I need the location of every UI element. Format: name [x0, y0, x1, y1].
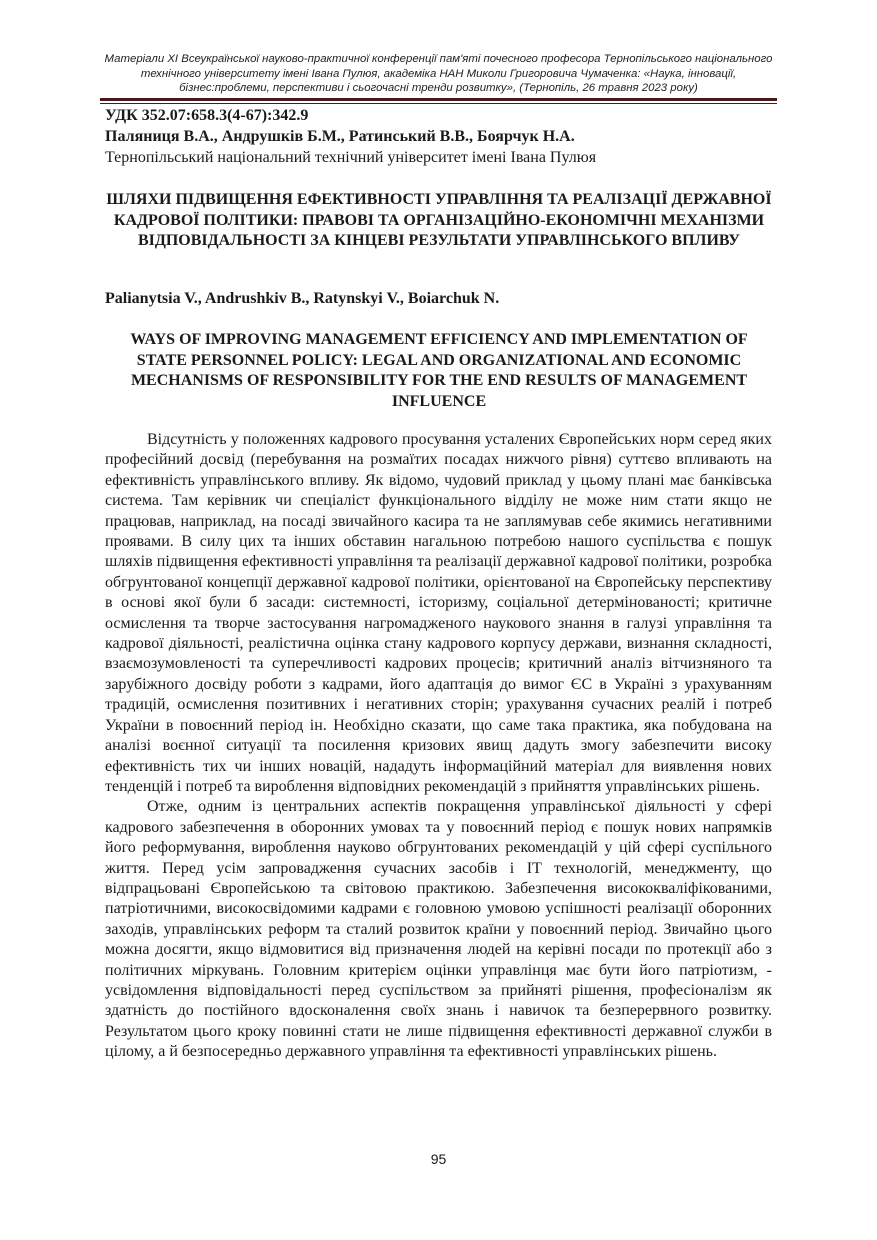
conference-header: Матеріали XI Всеукраїнської науково-практичної конференції пам'яті почесного професора Тернопільського національного технічного університету імені Івана Пулюя, академіка НАН Миколи Григоровича Чумаченка: «Наука, інновації, бізнес:проблеми, перспективи і сьогочасні тренди розвитку», (Тернопіль, 26 травня 2023 року)	[104, 53, 773, 94]
page-number: 95	[430, 1151, 447, 1167]
header-rule-thick	[100, 98, 777, 101]
authors-english: Palianytsia V., Andrushkiv B., Ratynskyi V., Boiarchuk N.	[105, 290, 500, 307]
body-paragraph-2: Отже, одним із центральних аспектів покращення управлінської діяльності у сфері кадрового забезпечення в оборонних умовах та у повоєнний період є пошук нових напрямків його реформування, вироблення науково обгрунтованих рекомендацій у цій сфері суспільного життя. Перед усім запровадження сучасних засобів і IT технологій, менеджменту, що відпрацьовані Європейською та світовою практикою. Забезпечення висококваліфікованими, патріотичними, високосвідомими кадрами є головною умовою успішності реалізації оборонних заходів, управлінських реформ та сталий розвиток країни у повоєнний період. Звичайно цього можна досягти, якщо відмовитися від призначення людей на керівні посади по протекції або з політичних міркувань. Головним критерієм оцінки управлінця має бути його патріотизм, - усвідомлення відповідальності перед суспільством за прийняті рішення, професіоналізм як здатність до постійного вдосконалення своїх знань і навичок та безперервного розвитку. Результатом цього кроку повинні стати не лише підвищення ефективності державної служби в цілому, а й безпосередньо державного управління та ефективності управлінських рішень.	[105, 798, 772, 1061]
article-body	[105, 430, 772, 1063]
header-rule-thin	[100, 103, 777, 104]
authors-ukrainian: Паляниця В.А., Андрушків Б.М., Ратинський В.В., Боярчук Н.А.	[105, 128, 575, 145]
institution: Тернопільський національний технічний університет імені Івана Пулюя	[105, 149, 597, 166]
body-paragraph-1: Відсутність у положеннях кадрового просування усталених Європейських норм серед яких професійний досвід (перебування на розмаїтих посадах нижчого рівня) суттєво впливають на ефективність управлінського впливу. Як відомо, чудовий приклад у цьому плані має банківська система. Там керівник чи спеціаліст функціонального відділу не може ним стати якщо не працював, наприклад, на посаді звичайного касира та не заплямував себе якимись негативними проявами. В силу цих та інших обставин нагальною потребою нашого суспільства є пошук шляхів підвищення ефективності управління та реалізації державної кадрової політики, розробка обгрунтованої концепції державної кадрової політики, орієнтованої на Європейську перспективу в основі якої були б засади: системності, історизму, соціальної детермінованості; критичне осмислення та творче застосування нагромадженого наукового знання в галузі управління та кадрової діяльності, реалістична оцінка стану кадрового корпусу держави, визнання складності, взаємозумовленості та суперечливості кадрових процесів; критичний аналіз вітчизняного та зарубіжного досвіду роботи з кадрами, його адаптація до вимог ЄС в Україні з урахуванням традицій, осмислення позитивних і негативних сторін; урахування сучасних реалій і потреб України в повоєнний період ін. Необхідно сказати, що саме така практика, яка побудована на аналізі воєнної ситуації та посилення кризових явищ дадуть змогу забезпечити високу ефективність тих чи інших новацій, нададуть інформаційний матеріал для виявлення нових тенденцій і потреб та вироблення відповідних рекомендацій з прийняття управлінських рішень.	[105, 431, 772, 795]
title-english: WAYS OF IMPROVING MANAGEMENT EFFICIENCY AND IMPLEMENTATION OF STATE PERSONNEL POLICY: LEGAL AND ORGANIZATIONAL AND ECONOMIC MECHANISMS OF RESPONSIBILITY FOR THE END RESULTS OF MANAGEMENT INFLUENCE	[130, 331, 748, 410]
title-ukrainian: ШЛЯХИ ПІДВИЩЕННЯ ЕФЕКТИВНОСТІ УПРАВЛІННЯ ТА РЕАЛІЗАЦІЇ ДЕРЖАВНОЇ КАДРОВОЇ ПОЛІТИКИ: ПРАВОВІ ТА ОРГАНІЗАЦІЙНО-ЕКОНОМІЧНІ МЕХАНІЗМИ ВІДПОВІДАЛЬНОСТІ ЗА КІНЦЕВІ РЕЗУЛЬТАТИ УПРАВЛІНСЬКОГО ВПЛИВУ	[106, 191, 772, 249]
udk-code: УДК 352.07:658.3(4-67):342.9	[105, 107, 309, 124]
